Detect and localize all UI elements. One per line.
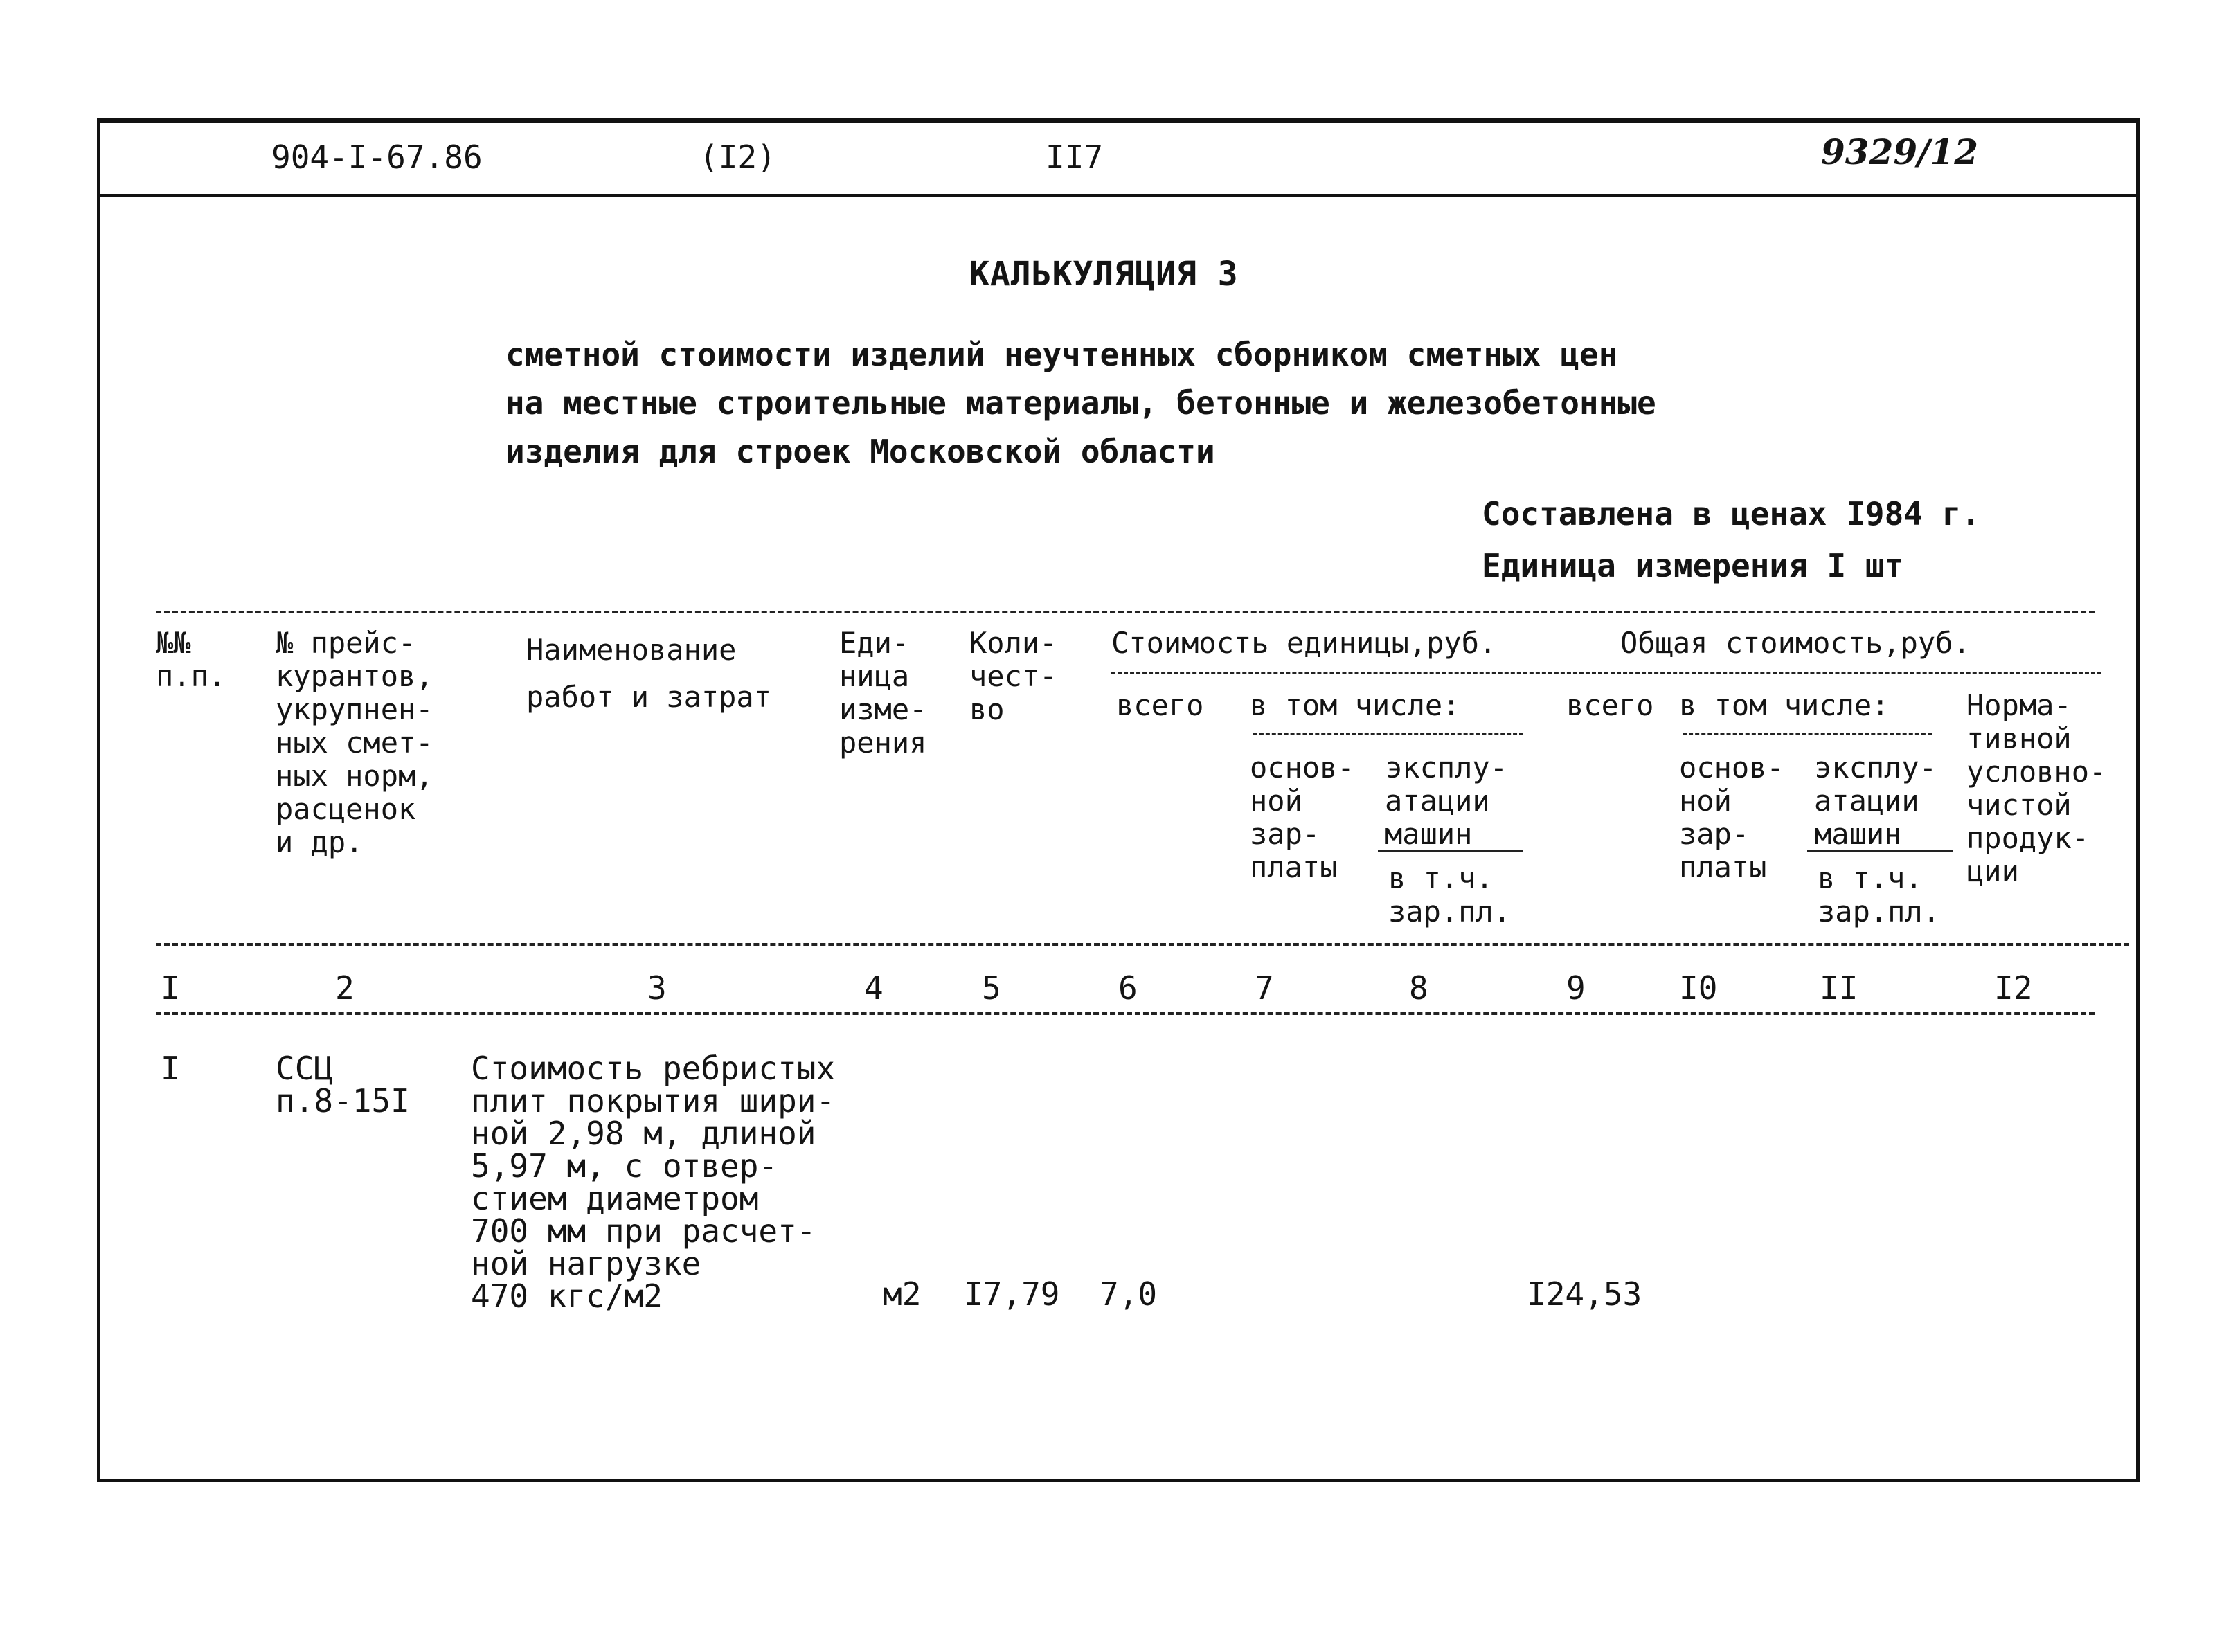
subtitle-line-3: изделия для строек Московской области <box>505 433 1215 470</box>
price-basis: Составлена в ценах I984 г. <box>1482 495 1981 532</box>
col-head-total-cost-group: Общая стоимость,руб. <box>1620 626 1971 660</box>
col-head-total: всего <box>1566 688 1654 722</box>
col-head-index: №№ п.п. <box>156 626 226 693</box>
col-number-4: 4 <box>864 969 884 1007</box>
row-1-code: ССЦ п.8-15I <box>276 1050 410 1120</box>
header-bottom-rule <box>156 943 2129 946</box>
row-1-quantity: I7,79 <box>964 1275 1060 1313</box>
row-1-unit: м2 <box>883 1275 922 1313</box>
col-number-5: 5 <box>982 969 1001 1007</box>
col-number-8: 8 <box>1409 969 1428 1007</box>
subtitle-line-1: сметной стоимости изделий неучтенных сборником сметных цен <box>505 336 1618 373</box>
col-number-3: 3 <box>647 969 667 1007</box>
row-1-unit-cost-total: 7,0 <box>1100 1275 1158 1313</box>
col-head-name: Наименование работ и затрат <box>526 633 772 714</box>
subtitle-line-2: на местные строительные материалы, бетонные и железобетонные <box>505 384 1656 422</box>
group-underline <box>1111 672 2101 674</box>
archive-number: 9329/12 <box>1821 132 1979 172</box>
col-head-unit-machines: эксплу- атации машин <box>1385 751 1508 851</box>
table-top-rule <box>156 611 2095 613</box>
col-head-total-including: в том числе: <box>1679 688 1890 722</box>
col-number-9: 9 <box>1566 969 1586 1007</box>
col-number-7: 7 <box>1255 969 1274 1007</box>
total-including-underline <box>1683 733 1932 735</box>
col-number-11: II <box>1820 969 1858 1007</box>
col-number-12: I2 <box>1994 969 2033 1007</box>
row-1-index: I <box>161 1050 180 1087</box>
doc-code: 904-I-67.86 <box>271 138 483 176</box>
col-head-unit-machines-wages: в т.ч. зар.пл. <box>1388 861 1512 928</box>
col-number-1: I <box>161 969 180 1007</box>
col-head-quantity: Коли- чест- во <box>969 626 1057 726</box>
page-number: II7 <box>1046 138 1104 176</box>
col-number-6: 6 <box>1118 969 1138 1007</box>
unit-of-measure: Единица измерения I шт <box>1482 547 1904 584</box>
col-head-unit: Еди- ница изме- рения <box>839 626 927 760</box>
total-machines-underline <box>1807 850 1953 852</box>
col-head-normative: Норма- тивной условно- чистой продук- ции <box>1966 688 2107 888</box>
column-numbers-rule <box>156 1012 2095 1015</box>
header-divider <box>97 194 2140 197</box>
unit-including-underline <box>1253 733 1523 735</box>
col-head-total-machines: эксплу- атации машин <box>1814 751 1937 851</box>
unit-machines-underline <box>1378 850 1523 852</box>
col-head-unit-base-wages: основ- ной зар- платы <box>1250 751 1355 884</box>
page-title: КАЛЬКУЛЯЦИЯ 3 <box>969 255 1239 294</box>
col-head-pricelist: № прейс- курантов, укрупнен- ных смет- ных норм, расценок и др. <box>276 626 433 859</box>
col-number-10: I0 <box>1679 969 1718 1007</box>
col-head-unit-including: в том числе: <box>1250 688 1460 722</box>
col-head-total-machines-wages: в т.ч. зар.пл. <box>1818 861 1941 928</box>
row-1-total-cost: I24,53 <box>1527 1275 1642 1313</box>
col-number-2: 2 <box>335 969 355 1007</box>
sheet-code: (I2) <box>699 138 776 176</box>
col-head-total-base-wages: основ- ной зар- платы <box>1679 751 1784 884</box>
col-head-unit-cost-group: Стоимость единицы,руб. <box>1111 626 1497 660</box>
row-1-description: Стоимость ребристых плит покрытия шири- ной 2,98 м, длиной 5,97 м, с отвер- стием диаметром 700 мм при расчет- ной нагрузке 470 кгс/м2 <box>471 1050 836 1315</box>
col-head-unit-total: всего <box>1116 688 1204 722</box>
